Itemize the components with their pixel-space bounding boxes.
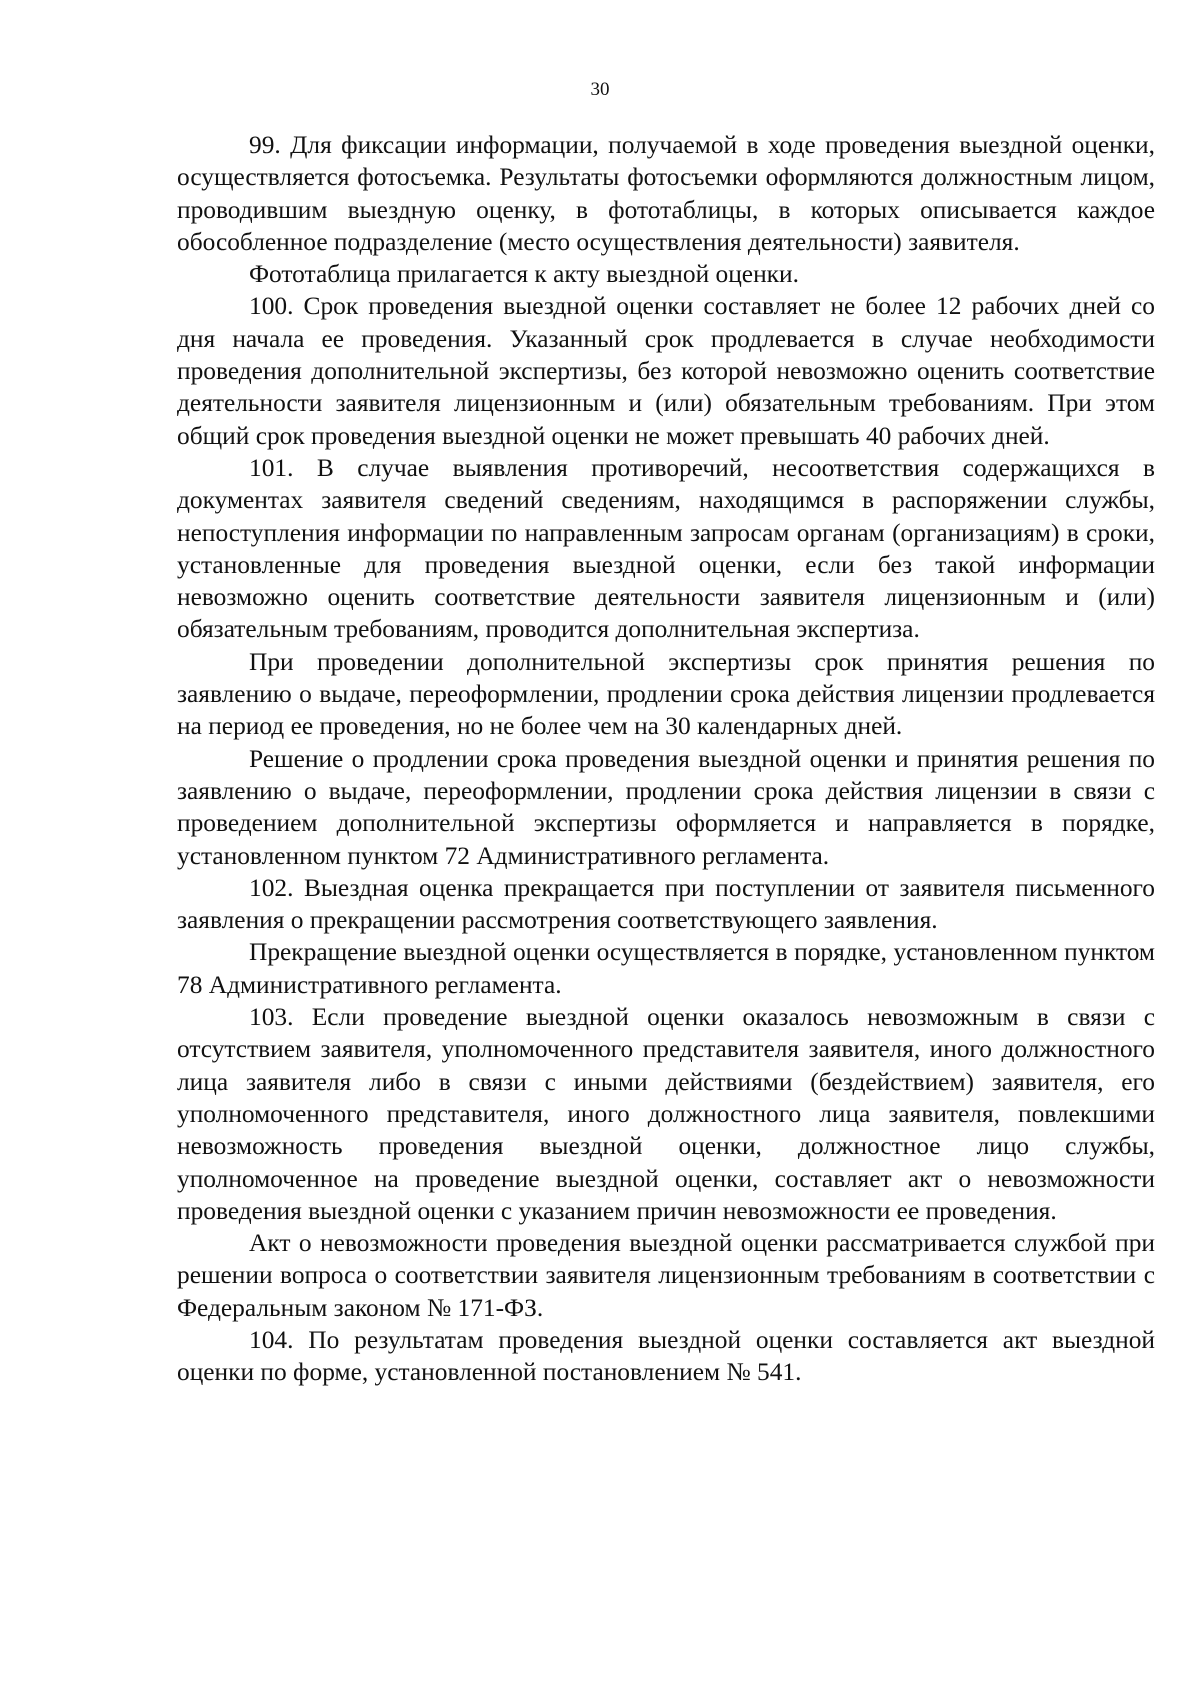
paragraph-extension-decision: Решение о продлении срока проведения выездной оценки и принятия решения по заявлению о выдаче, переоформлении, продлении срока действия лицензии в связи с проведением дополнительной экспертизы оформляется и направляется в порядке, установленном пунктом 72 Административного регламента. [177, 744, 1155, 870]
document-body [177, 129, 1155, 1389]
paragraph-100: 100. Срок проведения выездной оценки составляет не более 12 рабочих дней со дня начала ее проведения. Указанный срок продлевается в случае необходимости проведения дополнительной экспертизы, без которой невозможно оценить соответствие деятельности заявителя лицензионным и (или) обязательным требованиям. При этом общий срок проведения выездной оценки не может превышать 40 рабочих дней. [177, 292, 1155, 450]
paragraph-impossibility-act: Акт о невозможности проведения выездной оценки рассматривается службой при решении вопроса о соответствии заявителя лицензионным требованиям в соответствии с Федеральным законом № 171-ФЗ. [177, 1229, 1155, 1322]
paragraph-102: 102. Выездная оценка прекращается при поступлении от заявителя письменного заявления о прекращении рассмотрения соответствующего заявления. [177, 873, 1155, 935]
paragraph-additional-expertise: При проведении дополнительной экспертизы срок принятия решения по заявлению о выдаче, переоформлении, продлении срока действия лицензии продлевается на период ее проведения, но не более чем на 30 календарных дней. [177, 647, 1155, 741]
page-number: 30 [590, 79, 610, 100]
paragraph-101: 101. В случае выявления противоречий, несоответствия содержащихся в документах заявителя сведений сведениям, находящимся в распоряжении службы, непоступления информации по направленным запросам органам (организациям) в сроки, установленные для проведения выездной оценки, если без такой информации невозможно оценить соответствие деятельности заявителя лицензионным и (или) обязательным требованиям, проводится дополнительная экспертиза. [177, 453, 1155, 644]
paragraph-103: 103. Если проведение выездной оценки оказалось невозможным в связи с отсутствием заявителя, уполномоченного представителя заявителя, иного должностного лица заявителя либо в связи с иными действиями (бездействием) заявителя, его уполномоченного представителя, иного должностного лица заявителя, повлекшими невозможность проведения выездной оценки, должностное лицо службы, уполномоченное на проведение выездной оценки, составляет акт о невозможности проведения выездной оценки с указанием причин невозможности ее проведения. [177, 1003, 1155, 1225]
paragraph-phototable: Фототаблица прилагается к акту выездной оценки. [249, 260, 799, 289]
paragraph-104: 104. По результатам проведения выездной оценки составляется акт выездной оценки по форме, установленной постановлением № 541. [177, 1325, 1155, 1387]
paragraph-99: 99. Для фиксации информации, получаемой в ходе проведения выездной оценки, осуществляется фотосъемка. Результаты фотосъемки оформляются должностным лицом, проводившим выездную оценку, в фототаблицы, в которых описывается каждое обособленное подразделение (место осуществления деятельности) заявителя. [177, 131, 1155, 256]
paragraph-termination: Прекращение выездной оценки осуществляется в порядке, установленном пунктом 78 Административного регламента. [177, 938, 1155, 999]
